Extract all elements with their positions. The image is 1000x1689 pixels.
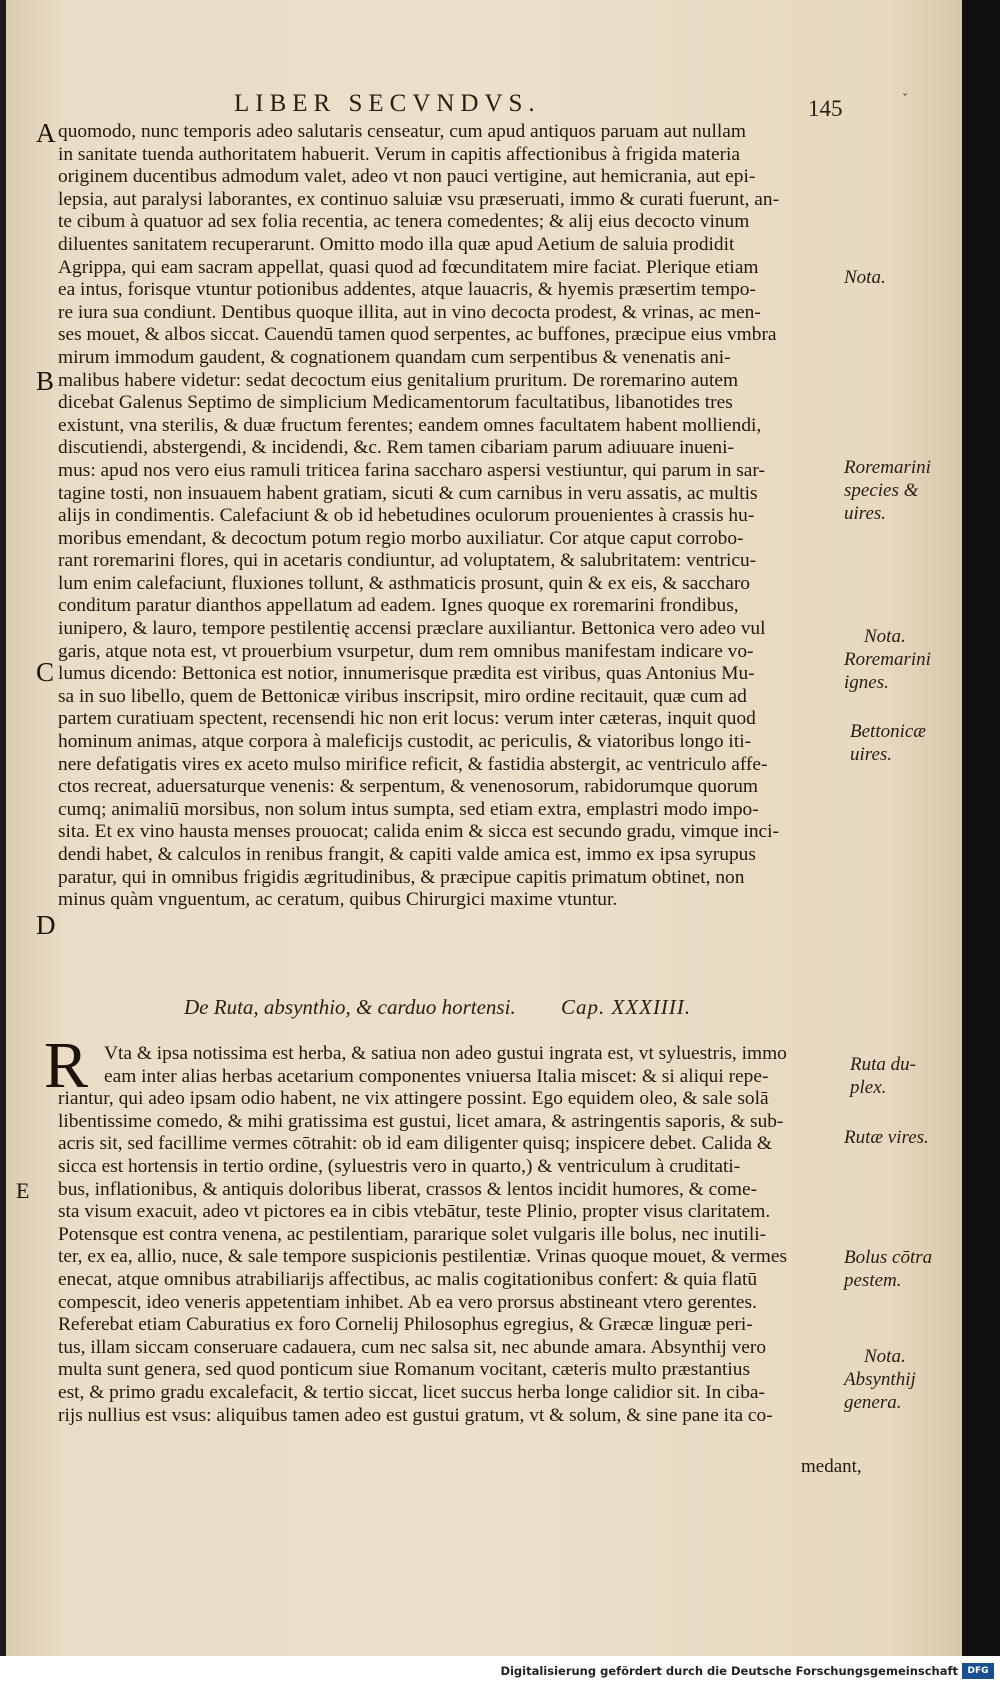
- text-line: enecat, atque omnibus atrabiliarijs affectibus, ac malis cogitationibus confert: & quia flatū: [58, 1268, 758, 1290]
- margin-note-nota-1: Nota.: [844, 267, 886, 288]
- text-line: Agrippa, qui eam sacram appellat, quasi quod ad fœcunditatem mire faciat. Plerique etiam: [58, 256, 759, 278]
- text-line: tagine tosti, non insuauem habent gratiam, sicuti & cum carnibus in veru assatis, ac multis: [58, 482, 758, 504]
- text-line: Potensque est contra venena, ac pestilentiam, pararique solet vulgaris ille bolus, nec inutili-: [58, 1223, 767, 1245]
- text-line: diluentes sanitatem recuperarunt. Omitto modo illa quæ apud Aetium de saluia prodidit: [58, 233, 735, 255]
- text-line: malibus habere videtur: sedat decoctum eius genitalium pruritum. De roremarino autem: [58, 369, 739, 391]
- text-line: conditum paratur dianthos appellatum ad eadem. Ignes quoque ex roremarini frondibus,: [58, 595, 739, 617]
- section-letter-e: E: [16, 1178, 30, 1203]
- text-line: dicebat Galenus Septimo de simplicium Medicamentorum facultatibus, libanotides tres: [58, 392, 733, 414]
- text-line: Referebat etiam Caburatius ex foro Cornelij Philosophus egregius, & Græcæ linguæ peri-: [58, 1314, 753, 1336]
- text-line: te cibum à quatuor ad sex folia recentia, ac tenera comedentes; & alij eius decocto vinum: [58, 211, 750, 233]
- body-text-block-1: [58, 121, 830, 912]
- text-line: ctos recreat, aduersaturque venenis: & serpentum, & venenosorum, rabidorumque quorum: [58, 776, 759, 798]
- text-line: mirum immodum gaudent, & cognationem quandam cum serpentibus & venenatis ani-: [58, 346, 731, 368]
- text-line: quomodo, nunc temporis adeo salutaris censeatur, cum apud antiquos paruam aut nullam: [58, 121, 746, 142]
- text-line: originem ducentibus admodum valet, adeo vt non pauci vertigine, aut hemicrania, aut epi-: [58, 166, 756, 188]
- text-line: sta visum exacuit, adeo vt pictores ea in cibis vtebātur, teste Plinio, propter visus claritatem.: [58, 1201, 771, 1223]
- text-line: libentissime comedo, & mihi gratissima est gustui, licet amara, & astringentis saporis, & sub-: [58, 1110, 784, 1132]
- drop-capital: R: [44, 1029, 89, 1102]
- margin-note-nota-2: Nota.: [864, 626, 906, 647]
- text-line: compescit, ideo veneris appetentiam inhibet. Ab ea vero prorsus abstineant vtero gerentes.: [58, 1291, 757, 1313]
- margin-note-roremarini-ignes: Roremarini ignes.: [844, 649, 931, 693]
- text-line: mus: apud nos vero eius ramuli triticea farina saccharo aspersi vestiuntur, qui parum in sar-: [58, 459, 765, 481]
- text-line: rant roremarini flores, qui in acetaris condiuntur, ad voluptatem, & salubritatem: ventricu-: [58, 550, 757, 572]
- text-line: sita. Et ex vino hausta menses prouocat; calida enim & sicca est secundo gradu, vimque inci-: [58, 821, 780, 843]
- scan-edge-right: [962, 0, 1000, 1689]
- page-number: 145: [808, 96, 843, 121]
- text-line: lum enim calefaciunt, fluxiones tollunt, & asthmaticis prosunt, quin & ex eis, & saccharo: [58, 572, 750, 594]
- text-line: riantur, qui adeo ipsam odio habent, ne vix attingere possint. Ego equidem oleo, & sale solā: [58, 1088, 769, 1110]
- dfg-logo-icon: DFG: [962, 1663, 994, 1679]
- text-line: ea intus, forisque vtuntur potionibus addentes, atque lauacris, & hyemis præsertim tempo-: [58, 279, 756, 301]
- text-line: re iura sua condiunt. Dentibus quoque illita, aut in vino decocta prodest, & vrinas, ac men-: [58, 301, 761, 323]
- text-line: paratur, qui in omnibus frigidis ægritudinibus, & præcipue capitis primatum obtinet, non: [58, 866, 745, 888]
- catchword: medant,: [801, 1456, 862, 1477]
- section-letter-b: B: [36, 366, 55, 396]
- margin-note-rutae-vires: Rutæ vires.: [844, 1127, 929, 1148]
- running-head: LIBER SECVNDVS.: [234, 90, 541, 117]
- chapter-title: De Ruta, absynthio, & carduo hortensi.: [184, 995, 516, 1019]
- text-line: lumus dicendo: Bettonica est notior, innumerisque prædita est viribus, quas Antonius Mu-: [58, 663, 755, 685]
- chapter-number: Cap. XXXIIII.: [560, 995, 692, 1019]
- section-letter-c: C: [36, 657, 55, 687]
- text-line: nere defatigatis vires ex aceto mulso mirifice reficit, & fastidia abstergit, ac ventriculo affe-: [58, 753, 768, 775]
- text-line: iunipero, & lauro, tempore pestilentię accensi præclare auxiliantur. Bettonica vero adeo vul: [58, 618, 766, 640]
- text-line: discutiendi, abstergendi, & incidendi, &c. Rem tamen cibariam parum adiuuare inueni-: [58, 437, 734, 459]
- margin-note-bolus: Bolus cōtra pestem.: [844, 1247, 933, 1291]
- margin-note-roremarini-species: Roremarini species & uires.: [844, 457, 931, 524]
- body-text-block-2: [58, 1043, 830, 1427]
- text-line: multa sunt genera, sed quod ponticum siue Romanum vocitant, cæteris multo præstantius: [58, 1359, 751, 1381]
- margin-note-nota-3: Nota.: [864, 1346, 906, 1367]
- text-line: bus, inflationibus, & antiquis doloribus liberat, crassos & lentos incidit humores, & come-: [58, 1178, 758, 1200]
- text-line: ses mouet, & albos siccat. Cauendū tamen quod serpentes, ac buffones, præcipue eius vmbra: [58, 324, 777, 346]
- text-line: est, & primo gradu excalefacit, & tertio siccat, licet succus herba longe calidior sit. In ciba-: [58, 1381, 765, 1403]
- text-line: hominum animas, atque corpora à maleficijs custodit, ac periculis, & viatoribus longo iti-: [58, 731, 752, 753]
- text-line: eam inter alias herbas acetarium componentes vniuersa Italia miscet: & si aliqui repe-: [104, 1065, 769, 1087]
- section-letter-a: A: [36, 118, 56, 148]
- section-letter-d: D: [36, 910, 56, 940]
- text-line: minus quàm vnguentum, ac ceratum, quibus Chirurgici maxime vtuntur.: [58, 889, 618, 911]
- footer-credit: Digitalisierung gefördert durch die Deutsche Forschungsgemeinschaft: [500, 1664, 958, 1678]
- text-line: ter, ex ea, allio, nuce, & sale tempore suspicionis pestilentiæ. Vrinas quoque mouet, & vermes: [58, 1246, 787, 1268]
- book-page: [6, 0, 962, 1656]
- margin-note-bettonicae: Bettonicæ uires.: [850, 721, 926, 765]
- text-line: sicca est hortensis in tertio ordine, (syluestris vero in quarto,) & ventriculum à cruditati-: [58, 1155, 741, 1177]
- text-line: alijs in condimentis. Calefaciunt & ob id hebetudines oculorum prouenientes à crassis hu-: [58, 505, 755, 527]
- text-line: acris sit, sed facillime vermes cōtrahit: ob id eam diligenter quisq; inspicere debet. Calida &: [58, 1133, 773, 1155]
- text-line: rijs nullius est vsus: aliquibus tamen adeo est gustui gratum, vt & solum, & sine pane ita co-: [58, 1404, 773, 1426]
- text-line: cumq; animaliū morsibus, non solum intus sumpta, sed etiam extra, emplastri modo impo-: [58, 798, 759, 820]
- margin-note-absynthij: Absynthij genera.: [844, 1369, 916, 1413]
- text-line: Vta & ipsa notissima est herba, & satiua non adeo gustui ingrata est, vt syluestris, immo: [104, 1043, 787, 1064]
- text-line: dendi habet, & calculos in renibus frangit, & capiti valde amica est, immo ex ipsa syrupus: [58, 844, 756, 865]
- text-line: in sanitate tuenda authoritatem habuerit. Verum in capitis affectionibus à frigida materia: [58, 143, 741, 165]
- text-line: lepsia, aut paralysi laborantes, ex continuo saluiæ vsu præseruati, immo & curati fuerunt, an-: [58, 188, 780, 210]
- footer-bar: [0, 1656, 1000, 1689]
- chapter-heading: [184, 995, 691, 1020]
- text-line: garis, atque nota est, vt prouerbium vsurpetur, dum rem omnibus manifestam indicare vo-: [58, 640, 754, 662]
- text-line: tus, illam siccam conseruare cadauera, cum nec salsa sit, nec abunde amara. Absynthij vero: [58, 1336, 767, 1358]
- stray-mark: ˇ: [902, 92, 908, 106]
- text-line: partem curatiuam spectent, recensendi hic non erit locus: verum inter cæteras, inquit quod: [58, 708, 756, 730]
- text-line: existunt, vna sterilis, & duæ fructum ferentes; eandem omnes facultatem habent molliendi,: [58, 414, 762, 436]
- text-line: moribus emendant, & decoctum potum regio morbo auxiliatur. Cor atque caput corrobo-: [58, 527, 744, 549]
- text-line: sa in suo libello, quem de Bettonicæ viribus inscripsit, miro ordine recitauit, quæ cum ad: [58, 685, 747, 707]
- margin-note-ruta-duplex: Ruta du- plex.: [850, 1054, 916, 1098]
